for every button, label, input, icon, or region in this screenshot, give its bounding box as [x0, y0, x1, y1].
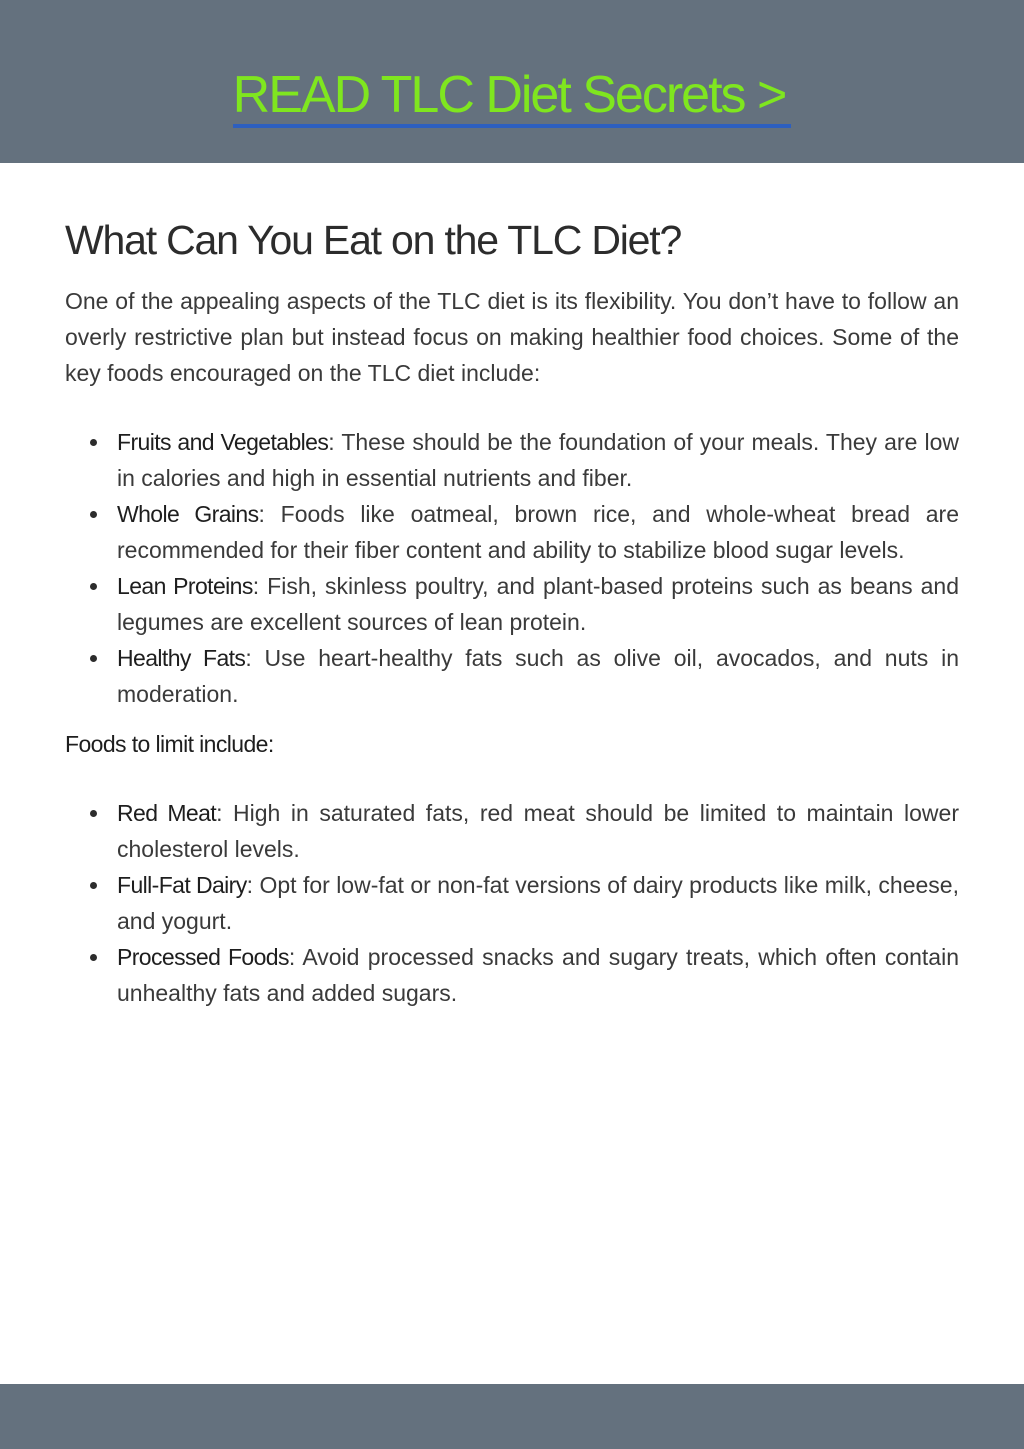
- list-item: [65, 568, 959, 640]
- article-content: [65, 214, 959, 1011]
- list-item-term: Full-Fat Dairy: [117, 872, 247, 898]
- limit-foods-list: [65, 795, 959, 1011]
- list-item: [65, 795, 959, 867]
- list-item-term: Healthy Fats: [117, 645, 246, 671]
- bullet-icon: [90, 439, 97, 446]
- encouraged-foods-list: [65, 424, 959, 712]
- list-item-term: Fruits and Vegetables: [117, 429, 329, 455]
- list-item-description: : Avoid processed snacks and sugary treats, which often contain unhealthy fats and added sugars.: [117, 944, 959, 1006]
- list-item-description: : Use heart-healthy fats such as olive oil, avocados, and nuts in moderation.: [117, 645, 959, 707]
- list-item-description: : These should be the foundation of your meals. They are low in calories and high in essential nutrients and fiber.: [117, 429, 959, 491]
- list-item: [65, 939, 959, 1011]
- list-item: [65, 424, 959, 496]
- cta-link-label[interactable]: READ TLC Diet Secrets >: [233, 66, 792, 128]
- list-item-term: Processed Foods: [117, 944, 289, 970]
- list-item-term: Red Meat: [117, 800, 217, 826]
- page-title: What Can You Eat on the TLC Diet?: [65, 217, 682, 263]
- list-item-description: : High in saturated fats, red meat should be limited to maintain lower cholesterol levels.: [117, 800, 959, 862]
- bullet-icon: [90, 655, 97, 662]
- top-banner: [0, 0, 1024, 163]
- bullet-icon: [90, 511, 97, 518]
- list-item-term: Whole Grains: [117, 501, 259, 527]
- bullet-icon: [90, 882, 97, 889]
- list-item: [65, 640, 959, 712]
- list-item-description: : Fish, skinless poultry, and plant-based proteins such as beans and legumes are excellent sources of lean protein.: [117, 573, 959, 635]
- bullet-icon: [90, 583, 97, 590]
- intro-paragraph: One of the appealing aspects of the TLC diet is its flexibility. You don’t have to follow an overly restrictive plan but instead focus on making healthier food choices. Some of the key foods encouraged on the TLC diet include:: [65, 288, 959, 386]
- bottom-band: [0, 1384, 1024, 1449]
- foods-to-limit-heading: Foods to limit include:: [65, 731, 274, 757]
- bullet-icon: [90, 954, 97, 961]
- list-item-description: : Foods like oatmeal, brown rice, and whole-wheat bread are recommended for their fiber content and ability to stabilize blood sugar levels.: [117, 501, 959, 563]
- list-item-description: : Opt for low-fat or non-fat versions of dairy products like milk, cheese, and yogurt.: [117, 872, 959, 934]
- bullet-icon: [90, 810, 97, 817]
- list-item: [65, 496, 959, 568]
- read-tlc-diet-secrets-link[interactable]: [0, 64, 1024, 128]
- list-item: [65, 867, 959, 939]
- list-item-term: Lean Proteins: [117, 573, 253, 599]
